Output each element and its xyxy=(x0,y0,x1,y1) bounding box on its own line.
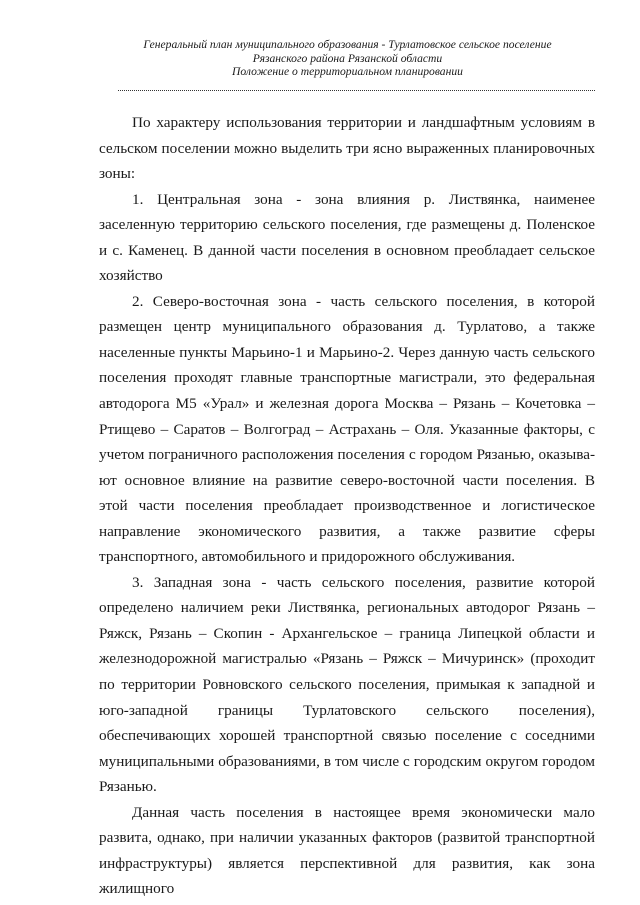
paragraph-central-zone: 1. Центральная зона - зона влияния р. Листвянка, наименее заселенную территорию сельского поселения, где размещены д. Поленское и с. Каменец. В данной части поселения в основном преобладает сельское хозяйство xyxy=(99,190,595,285)
header-line-3: Положение о территориальном планировании xyxy=(232,65,463,78)
header-line-1: Генеральный план муниципального образования - Турлатовское сельское поселение xyxy=(143,38,552,51)
paragraph-development: Данная часть поселения в настоящее время экономически мало развита, однако, при наличии указанных факторов (развитой транспортной инфраструктуры) является перспективной для развития, как зона жилищного xyxy=(99,803,595,898)
header-line-2: Рязанского района Рязанской области xyxy=(252,51,443,65)
paragraph-west-zone: 3. Западная зона - часть сельского поселения, развитие которой определено наличием реки Листвянка, региональных автодорог Рязань – Ряжск, Рязань – Скопин - Архангельское – граница Липецкой области и железнодорожной магистралью «Рязань – Ряжск – Мичуринск» (проходит по территории Ровновского сельского поселения, примыкая к западной и юго-западной границы Турлатовского сельского поселения), обеспечивающих хорошей транспортной связью поселение с соседними муниципальными образованиями, в том числе с городским округом городом Рязанью. xyxy=(99,573,595,796)
document-body xyxy=(99,110,595,902)
header-divider xyxy=(118,90,595,91)
paragraph-northeast-zone: 2. Северо-восточная зона - часть сельского поселения, в которой размещен центр муниципального образования д. Турлатово, а также населенные пункты Марьино-1 и Марьино-2. Через данную часть сельского поселения проходят главные транспортные магистрали, это федеральная автодорога М5 «Урал» и железная дорога Москва – Рязань – Кочетовка – Ртищево – Саратов – Волгоград – Астрахань – Оля. Указанные факторы, с учетом пограничного расположения поселения с городом Рязанью, оказывают основное влияние на развитие северо-восточной части поселения. В этой части поселения преобладает производственное и логистическое направление экономического развития, а также развитие сферы транспортного, автомобильного и придорожного обслуживания. xyxy=(99,292,595,566)
page-header xyxy=(100,38,595,79)
paragraph-intro: По характеру использования территории и ландшафтным условиям в сельском поселении можно выделить три ясно выраженных планировочных зоны: xyxy=(99,114,595,183)
